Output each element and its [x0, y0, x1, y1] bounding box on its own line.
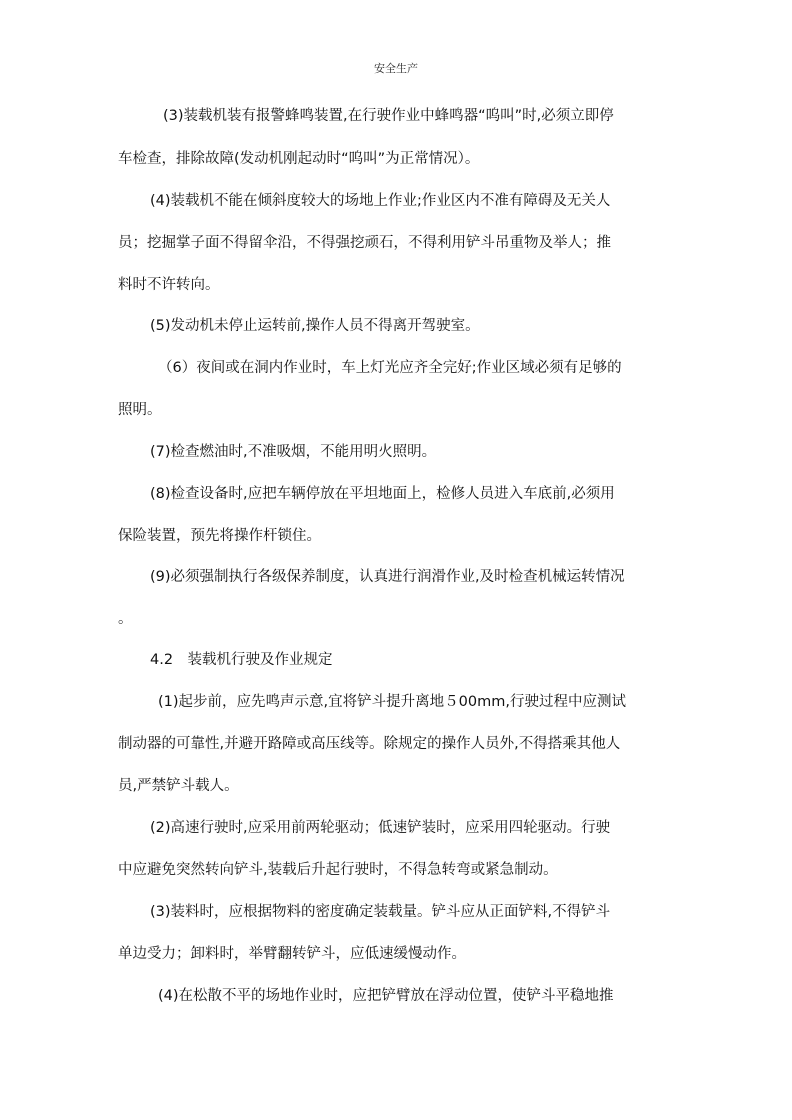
paragraph-line: (3)装载机装有报警蜂鸣装置,在行驶作业中蜂鸣器“呜叫”时,必须立即停 [163, 108, 614, 124]
paragraph-line: (8)检查设备时,应把车辆停放在平坦地面上，检修人员进入车底前,必须用 [150, 486, 615, 502]
section-heading: 4.2 装载机行驶及作业规定 [150, 652, 333, 668]
paragraph-line: 。 [118, 611, 133, 627]
paragraph-line: (4)在松散不平的场地作业时，应把铲臂放在浮动位置，使铲斗平稳地推 [158, 988, 614, 1004]
paragraph-line: 中应避免突然转向铲斗,装载后升起行驶时，不得急转弯或紧急制动。 [118, 862, 558, 878]
paragraph-line: 保险装置，预先将操作杆锁住。 [118, 528, 321, 544]
paragraph-line: 照明。 [118, 402, 162, 418]
paragraph-line: (2)高速行驶时,应采用前两轮驱动；低速铲装时，应采用四轮驱动。行驶 [150, 820, 611, 836]
paragraph-line: 料时不许转向。 [118, 277, 220, 293]
paragraph-line: 制动器的可靠性,并避开路障或高压线等。除规定的操作人员外,不得搭乘其他人 [118, 736, 621, 752]
paragraph-line: (9)必须强制执行各级保养制度，认真进行润滑作业,及时检查机械运转情况 [150, 569, 625, 585]
paragraph-line: (3)装料时，应根据物料的密度确定装载量。铲斗应从正面铲料,不得铲斗 [150, 904, 611, 920]
paragraph-line: (5)发动机未停止运转前,操作人员不得离开驾驶室。 [150, 318, 480, 334]
paragraph-line: 员；挖掘掌子面不得留伞沿，不得强挖顽石，不得利用铲斗吊重物及举人；推 [118, 235, 611, 251]
paragraph-line: 员,严禁铲斗载人。 [118, 778, 239, 794]
paragraph-line: (7)检查燃油时,不准吸烟，不能用明火照明。 [150, 444, 437, 460]
paragraph-line: (1)起步前，应先鸣声示意,宜将铲斗提升离地５00mm,行驶过程中应测试 [158, 694, 626, 710]
paragraph-line: (4)装载机不能在倾斜度较大的场地上作业;作业区内不准有障碍及无关人 [150, 193, 611, 209]
paragraph-line: 单边受力；卸料时，举臂翻转铲斗，应低速缓慢动作。 [118, 946, 466, 962]
page-header: 安全生产 [374, 62, 418, 75]
paragraph-line: （6）夜间或在洞内作业时，车上灯光应齐全完好;作业区域必须有足够的 [158, 360, 622, 376]
paragraph-line: 车检查，排除故障(发动机刚起动时“呜叫”为正常情况）。 [118, 151, 480, 167]
